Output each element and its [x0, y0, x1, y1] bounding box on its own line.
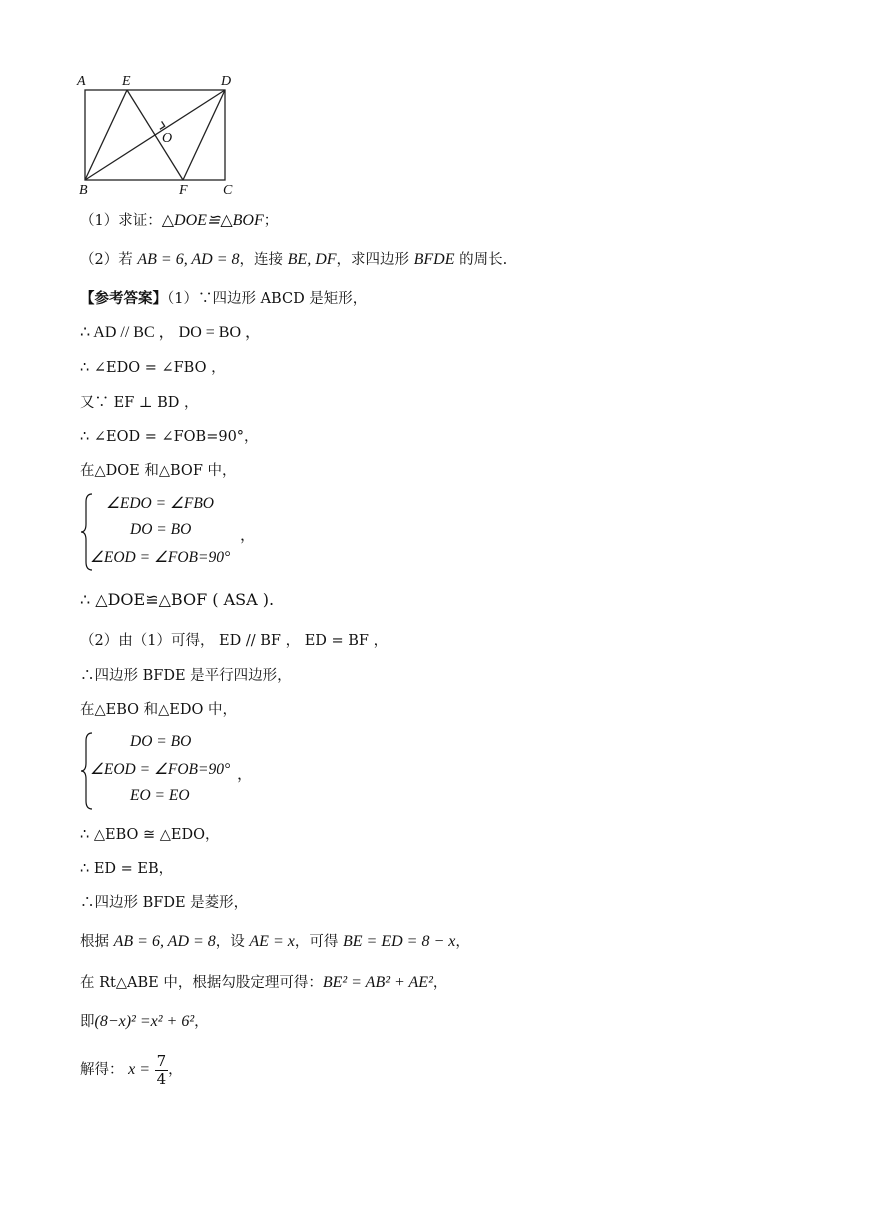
rectangle-figure: [75, 70, 245, 200]
system-1-row-1: ∠EDO = ∠FBO: [106, 495, 214, 512]
step-perpendicular: 又∵ EF ⊥ BD ，: [80, 395, 199, 411]
step-in-triangles-2: 在△EBO 和△EDO 中，: [80, 702, 238, 718]
step-set-x: 根据 AB = 6, AD = 8，设 AE = x，可得 BE = ED = 8 − x，: [80, 933, 470, 950]
fraction-7-4: $\frac{7}{4}$: [156, 1051, 167, 1088]
question-2: （2）若 AB = 6, AD = 8，连接 BE, DF，求四边形 BFDE 的周长.: [80, 251, 508, 268]
system-2-row-1: DO = BO: [130, 733, 192, 750]
step-parallelogram: ∴四边形 BFDE 是平行四边形，: [80, 668, 292, 684]
step-solution: 解得： x = $\frac{7}{4}$ ，: [80, 1051, 183, 1088]
label-a: A: [77, 74, 86, 89]
step-congruent-2: ∴ △EBO ≅ △EDO，: [80, 827, 220, 843]
label-f: F: [179, 183, 188, 198]
equation-system-2: [80, 731, 380, 811]
label-b: B: [79, 183, 88, 198]
step-right-angle: ∴ ∠EOD = ∠FOB=90°，: [80, 429, 259, 445]
answer-heading: 【参考答案】（1）∵四边形 ABCD 是矩形，: [80, 290, 368, 307]
system-1-comma: ，: [240, 527, 256, 544]
system-1-row-2: DO = BO: [130, 521, 192, 538]
system-2-row-3: EO = EO: [130, 787, 190, 804]
right-angle-mark: [160, 121, 165, 129]
system-1-row-3: ∠EOD = ∠FOB=90°: [90, 549, 231, 566]
step-parallel: ∴ AD // BC ， DO = BO ，: [80, 324, 262, 341]
label-d: D: [221, 74, 232, 89]
segment-ef: [127, 90, 183, 180]
equation-system-1: [80, 492, 380, 572]
system-2-row-2: ∠EOD = ∠FOB=90°: [90, 761, 231, 778]
system-2-comma: ，: [237, 766, 253, 783]
question-1: （1）求证：△DOE≌△BOF；: [80, 212, 279, 229]
step-congruent-asa: ∴ △DOE≌△BOF ( ASA ).: [80, 590, 275, 609]
step-in-triangles-1: 在△DOE 和△BOF 中，: [80, 463, 237, 479]
label-c: C: [223, 183, 233, 198]
label-o: O: [162, 131, 173, 146]
step-pythagoras: 在 Rt△ABE 中，根据勾股定理可得：BE² = AB² + AE²，: [80, 974, 448, 991]
step-rhombus: ∴四边形 BFDE 是菱形，: [80, 895, 249, 911]
step-equation: 即(8−x)² =x² + 6²，: [80, 1013, 209, 1030]
step-ed-eb: ∴ ED = EB，: [80, 861, 174, 877]
step-angle-equal: ∴ ∠EDO = ∠FBO ，: [80, 360, 226, 376]
label-e: E: [122, 74, 131, 89]
step-part2-start: （2）由（1）可得， ED // BF ， ED = BF ，: [80, 633, 389, 649]
